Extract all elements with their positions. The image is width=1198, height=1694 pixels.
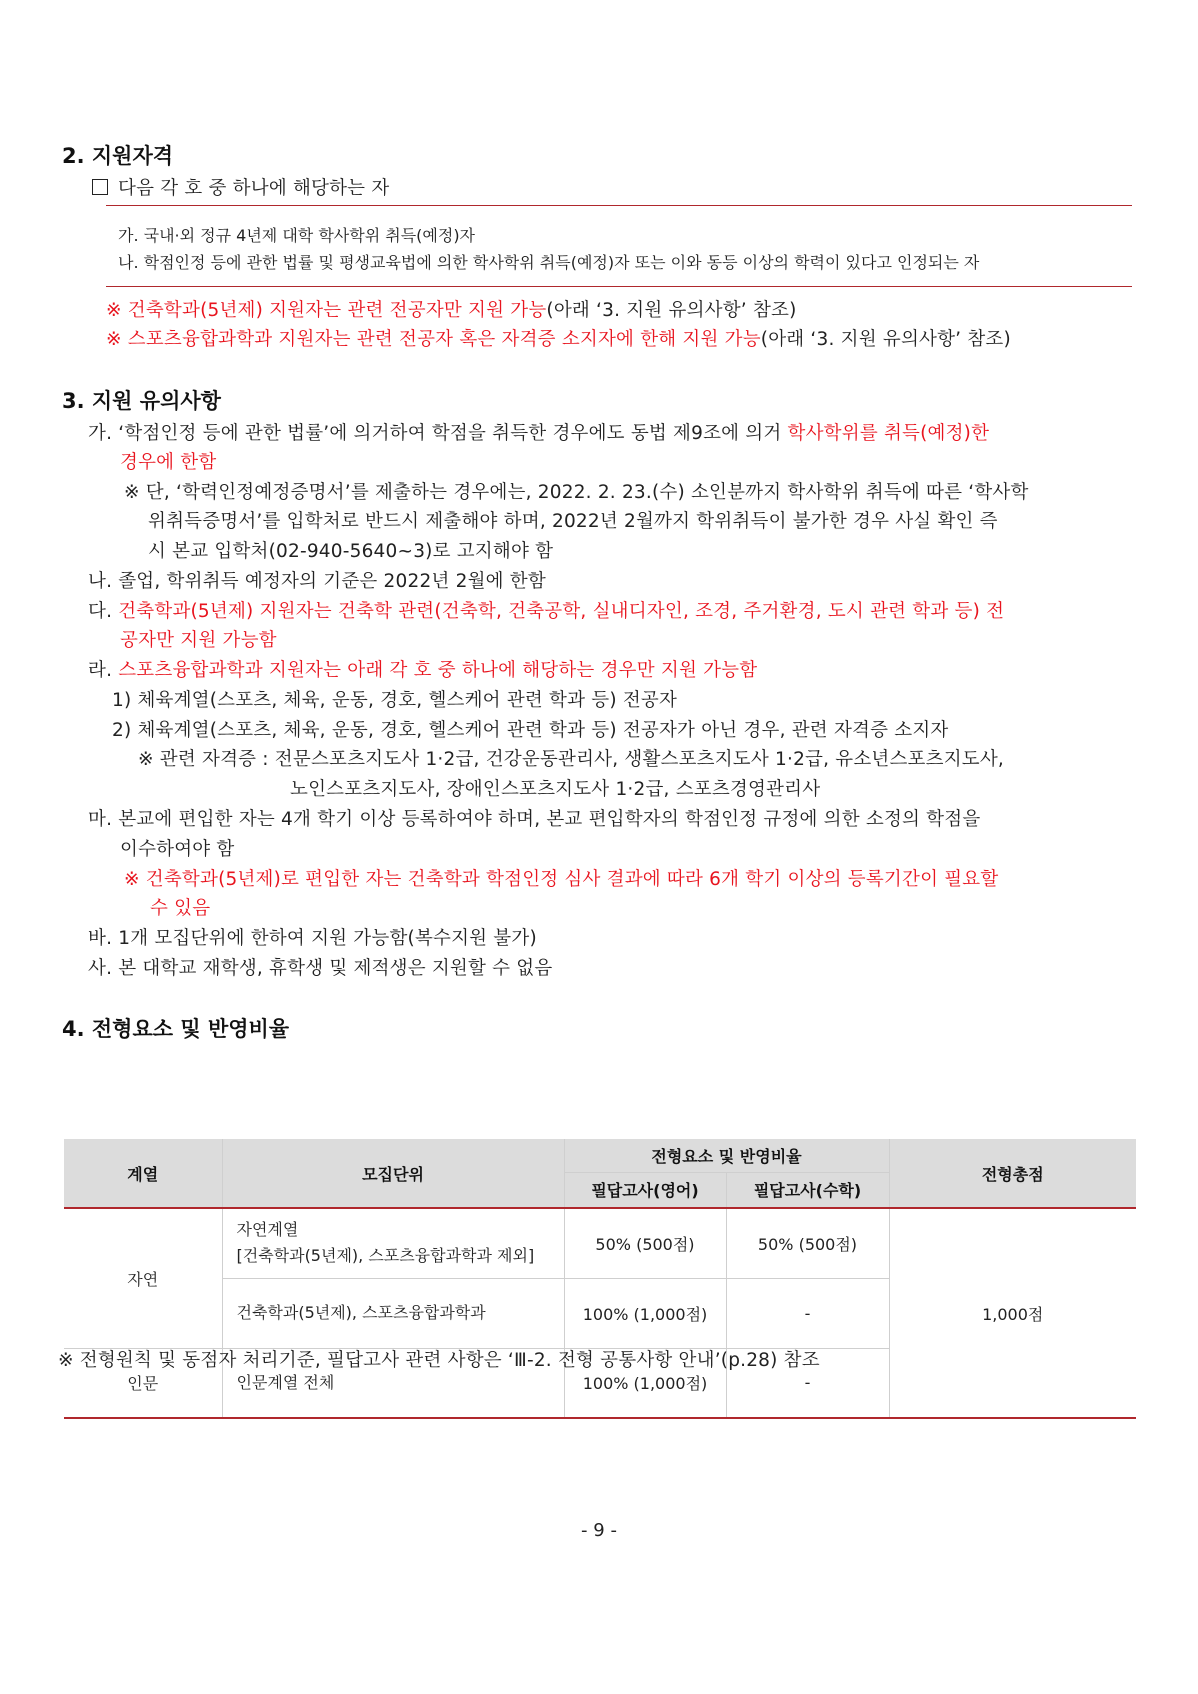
notice-ma-line2: 이수하여야 함 <box>120 839 235 860</box>
total-cell: 1,000점 <box>889 1208 1136 1418</box>
math-cell: - <box>726 1278 889 1348</box>
category-cell: 자연 <box>64 1208 222 1348</box>
architecture-note: ※ 건축학과(5년제) 지원자는 관련 전공자만 지원 가능(아래 ‘3. 지원 유의사항’ 참조) <box>106 300 797 321</box>
qualification-item-ga: 가. 국내·외 정규 4년제 대학 학사학위 취득(예정)자 <box>118 226 476 245</box>
notice-ma-note-line2: 수 있음 <box>150 898 211 919</box>
section2-intro: 다음 각 호 중 하나에 해당하는 자 <box>92 174 389 200</box>
category-cell: 인문 <box>64 1348 222 1418</box>
divider <box>106 286 1132 287</box>
notice-ga-note-line1: ※ 단, ‘학력인정예정증명서’를 제출하는 경우에는, 2022. 2. 23.(수) 소인분까지 학사학위 취득에 따른 ‘학사학 <box>124 482 1029 503</box>
notice-ga-note-line3: 시 본교 입학처(02-940-5640~3)로 고지해야 함 <box>148 541 554 562</box>
math-cell: - <box>726 1348 889 1418</box>
header-category: 계열 <box>64 1139 222 1208</box>
notice-sa: 사. 본 대학교 재학생, 휴학생 및 제적생은 지원할 수 없음 <box>88 958 553 979</box>
checkbox-square-icon <box>92 179 108 195</box>
section3-title: 3. 지원 유의사항 <box>62 389 221 413</box>
notice-ga-line1: 가. ‘학점인정 등에 관한 법률’에 의거하여 학점을 취득한 경우에도 동법 제9조에 의거 학사학위를 취득(예정)한 <box>88 423 990 444</box>
header-english: 필답고사(영어) <box>564 1172 726 1208</box>
notice-ba: 바. 1개 모집단위에 한하여 지원 가능함(복수지원 불가) <box>88 928 537 949</box>
table-footnote: ※ 전형원칙 및 동점자 처리기준, 필답고사 관련 사항은 ‘Ⅲ-2. 전형 공통사항 안내’(p.28) 참조 <box>58 1350 820 1371</box>
notice-na: 나. 졸업, 학위취득 예정자의 기준은 2022년 2월에 한함 <box>88 571 546 592</box>
header-total: 전형총점 <box>889 1139 1136 1208</box>
header-math: 필답고사(수학) <box>726 1172 889 1208</box>
notice-ma-note-line1: ※ 건축학과(5년제)로 편입한 자는 건축학과 학점인정 심사 결과에 따라 6개 학기 이상의 등록기간이 필요할 <box>124 869 999 890</box>
selection-ratio-table <box>64 1139 1136 1419</box>
unit-cell: 자연계열 [건축학과(5년제), 스포츠융합과학과 제외] <box>222 1208 564 1278</box>
unit-cell: 건축학과(5년제), 스포츠융합과학과 <box>222 1278 564 1348</box>
notice-ra-note-line1: ※ 관련 자격증 : 전문스포츠지도사 1·2급, 건강운동관리사, 생활스포츠지도사 1·2급, 유소년스포츠지도사, <box>138 749 1004 770</box>
notice-ga-line2: 경우에 한함 <box>120 452 217 473</box>
english-cell: 100% (1,000점) <box>564 1278 726 1348</box>
sports-note: ※ 스포츠융합과학과 지원자는 관련 전공자 혹은 자격증 소지자에 한해 지원 가능(아래 ‘3. 지원 유의사항’ 참조) <box>106 329 1011 350</box>
section2-title: 2. 지원자격 <box>62 144 174 168</box>
notice-ra-note-line2: 노인스포츠지도사, 장애인스포츠지도사 1·2급, 스포츠경영관리사 <box>290 779 821 800</box>
notice-ga-note-line2: 위취득증명서’를 입학처로 반드시 제출해야 하며, 2022년 2월까지 학위취득이 불가한 경우 사실 확인 즉 <box>148 511 998 532</box>
notice-ma-line1: 마. 본교에 편입한 자는 4개 학기 이상 등록하여야 하며, 본교 편입학자의 학점인정 규정에 의한 소정의 학점을 <box>88 809 981 830</box>
header-unit: 모집단위 <box>222 1139 564 1208</box>
header-elements: 전형요소 및 반영비율 <box>564 1139 889 1172</box>
english-cell: 100% (1,000점) <box>564 1348 726 1418</box>
qualification-item-na: 나. 학점인정 등에 관한 법률 및 평생교육법에 의한 학사학위 취득(예정)자 또는 이와 동등 이상의 학력이 있다고 인정되는 자 <box>118 253 980 272</box>
notice-da-line2: 공자만 지원 가능함 <box>120 630 277 651</box>
notice-ra-item2: 2) 체육계열(스포츠, 체육, 운동, 경호, 헬스케어 관련 학과 등) 전공자가 아닌 경우, 관련 자격증 소지자 <box>112 720 949 741</box>
notice-ra: 라. 스포츠융합과학과 지원자는 아래 각 호 중 하나에 해당하는 경우만 지원 가능함 <box>88 660 758 681</box>
section4-title: 4. 전형요소 및 반영비율 <box>62 1017 290 1041</box>
notice-da-line1: 다. 건축학과(5년제) 지원자는 건축학 관련(건축학, 건축공학, 실내디자인, 조경, 주거환경, 도시 관련 학과 등) 전 <box>88 601 1005 622</box>
page-number: - 9 - <box>581 1520 617 1541</box>
english-cell: 50% (500점) <box>564 1208 726 1278</box>
notice-ra-item1: 1) 체육계열(스포츠, 체육, 운동, 경호, 헬스케어 관련 학과 등) 전공자 <box>112 690 678 711</box>
divider <box>106 205 1132 206</box>
math-cell: 50% (500점) <box>726 1208 889 1278</box>
unit-cell: 인문계열 전체 <box>222 1348 564 1418</box>
